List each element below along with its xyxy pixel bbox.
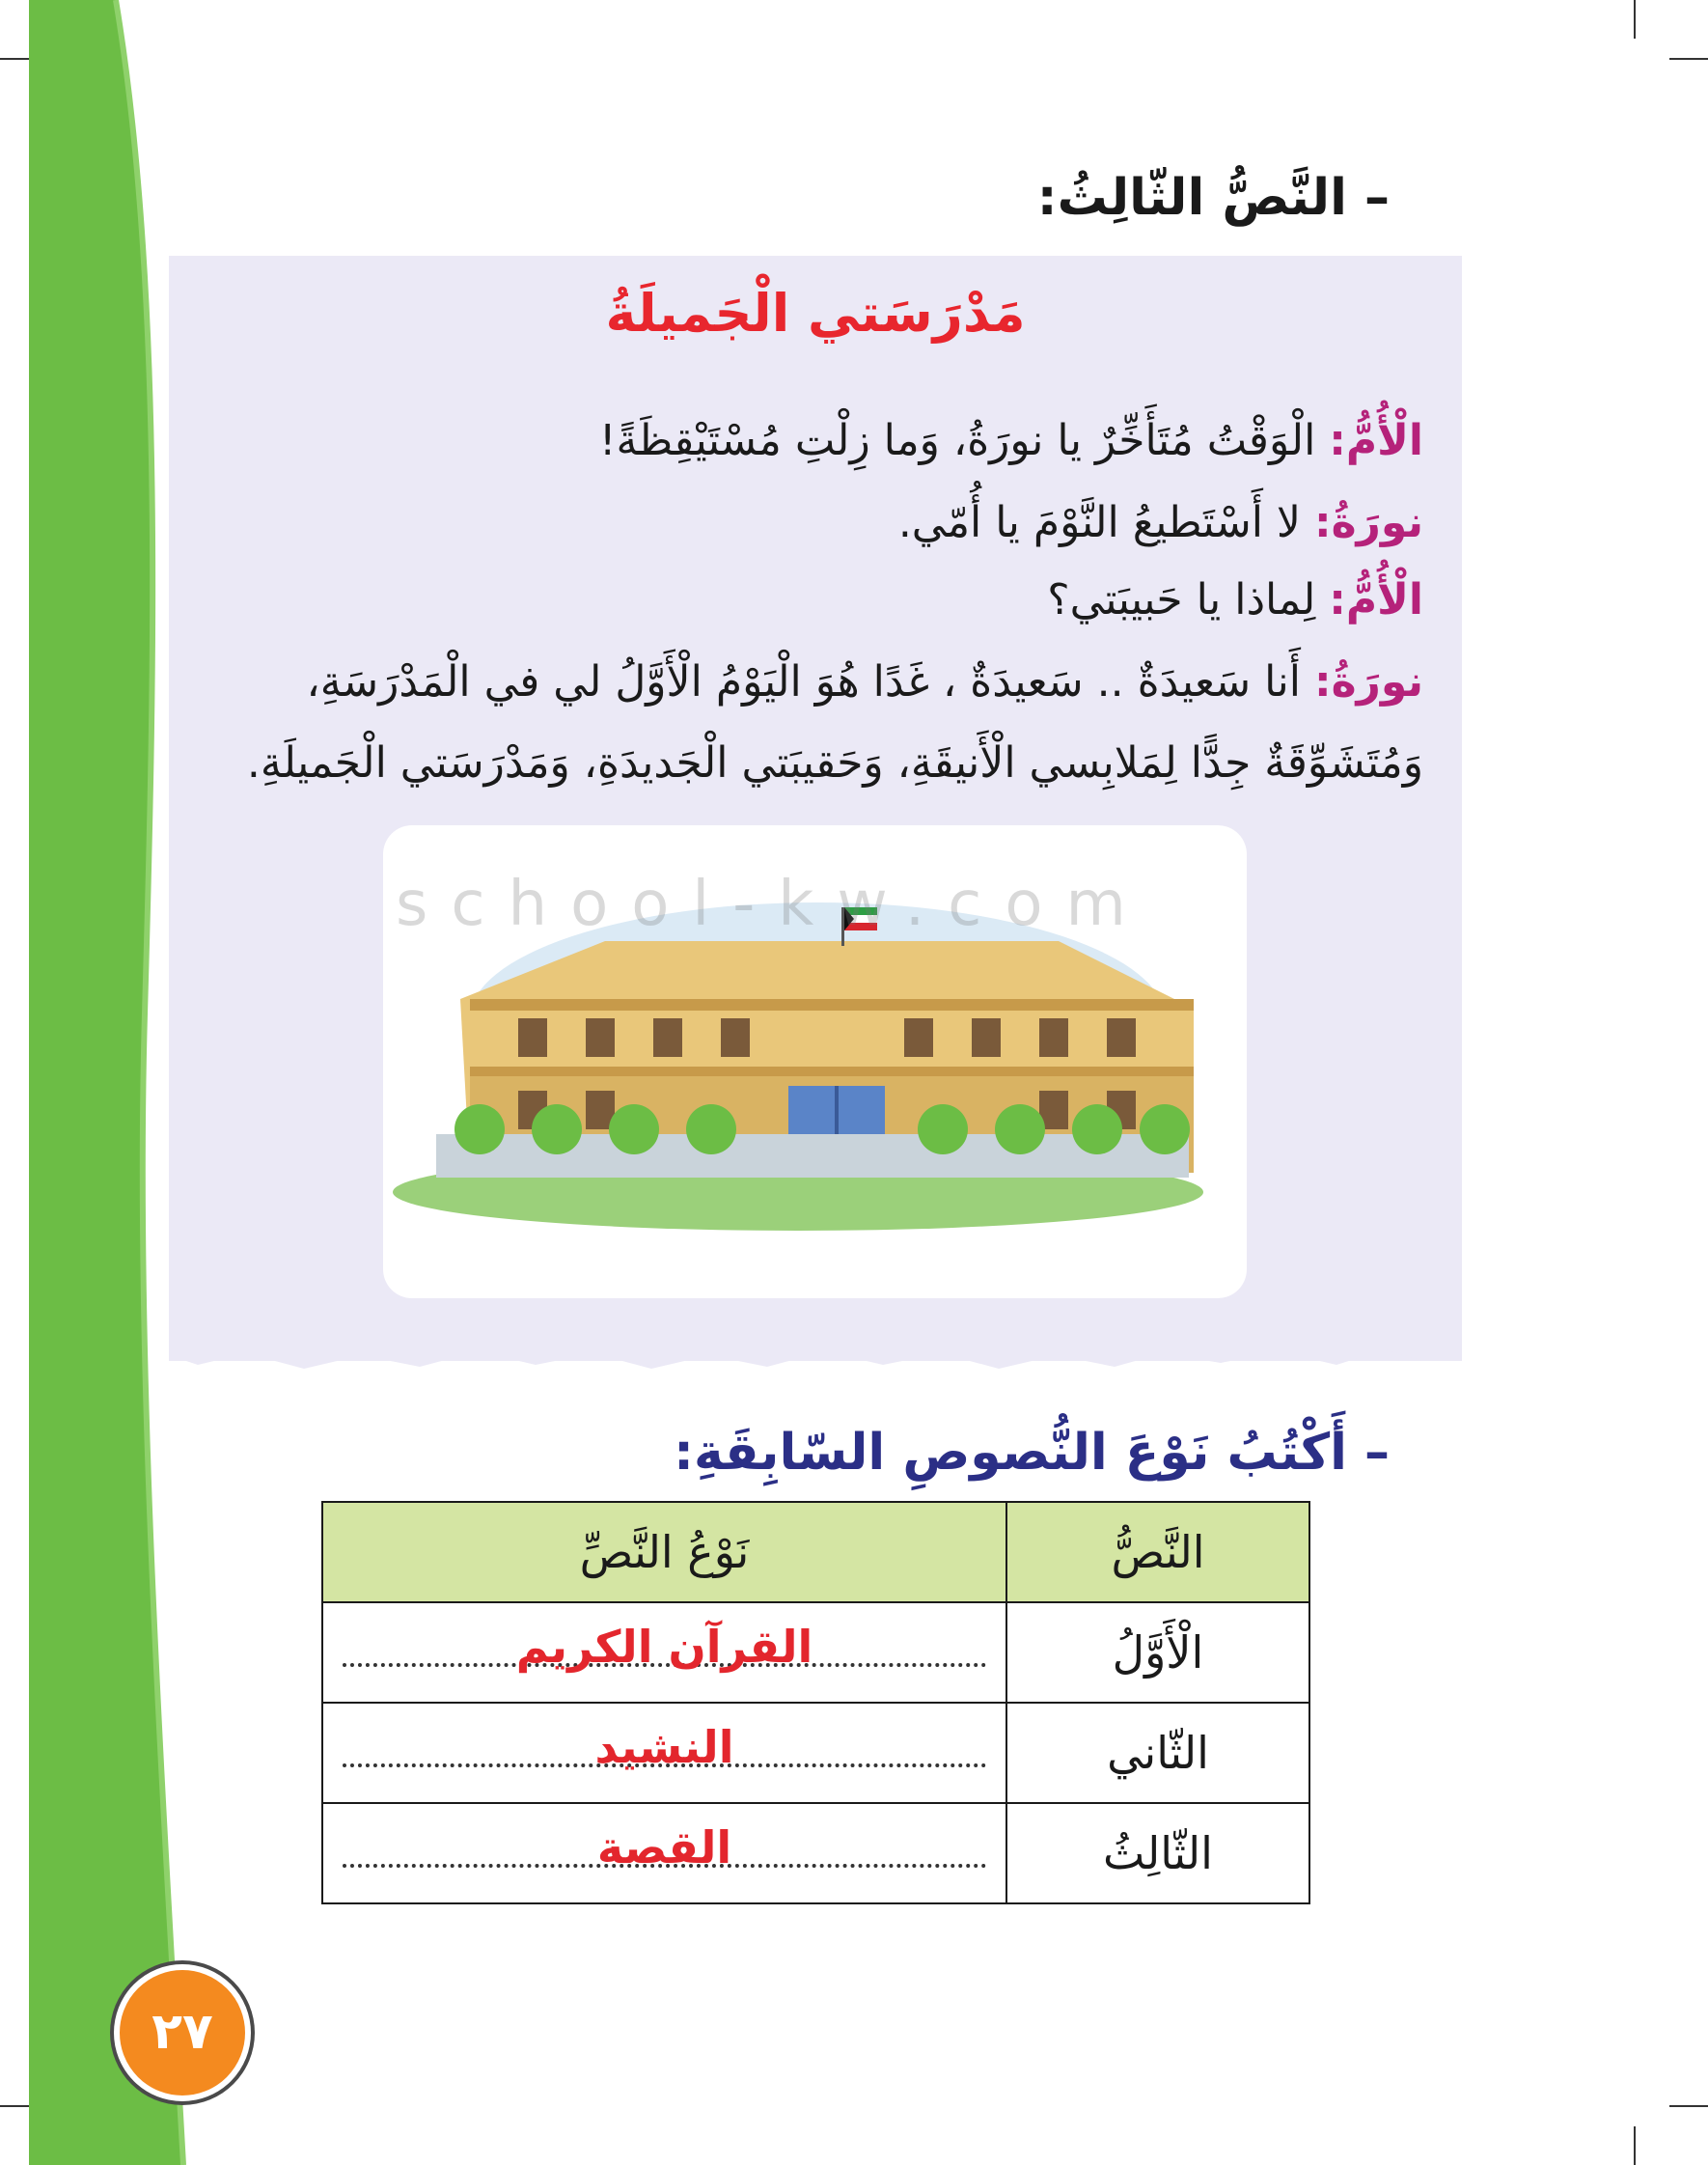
answer-cell[interactable] <box>322 1703 1006 1803</box>
speaker-label: الْأُمُّ: <box>1329 416 1423 465</box>
story-title: مَدْرَسَتي الْجَميلَةُ <box>605 283 1026 344</box>
crop-mark <box>1669 58 1708 60</box>
answer-text: القرآن الكريم <box>515 1621 813 1673</box>
crop-mark <box>1634 0 1636 39</box>
speaker-label: الْأُمُّ: <box>1329 575 1423 625</box>
story-panel <box>169 256 1462 1361</box>
speaker-label: نورَةُ: <box>1313 498 1423 547</box>
column-header-type: نَوْعُ النَّصِّ <box>322 1502 1006 1602</box>
speaker-label: نورَةُ: <box>1313 657 1423 707</box>
dialog-line <box>207 405 1423 477</box>
torn-paper-edge <box>169 1332 1462 1380</box>
table-header-row <box>322 1502 1309 1602</box>
section-heading: – النَّصُّ الثّالِثُ: <box>1036 169 1390 227</box>
row-text-label: الْأَوَّلُ <box>1006 1602 1309 1703</box>
dialog-text: لا أَسْتَطيعُ النَّوْمَ يا أُمّي. <box>897 498 1314 547</box>
answer-cell[interactable] <box>322 1803 1006 1903</box>
dialog-text: أَنا سَعيدَةٌ .. سَعيدَةٌ ، غَدًا هُوَ الْيَوْمُ الْأَوَّلُ لي في الْمَدْرَسَةِ، وَمُتَشَوِّقَةٌ جِدًّا لِمَلابِسي الْأَنيقَةِ، وَحَقيبَتي الْجَديدَةِ، وَمَدْرَسَتي الْجَميلَةِ. <box>246 657 1423 788</box>
page-number: ٢٧ <box>152 2003 213 2061</box>
page-number-badge <box>114 1964 251 2101</box>
table-row <box>322 1703 1309 1803</box>
answer-text: النشيد <box>594 1721 734 1773</box>
row-text-label: الثّالِثُ <box>1006 1803 1309 1903</box>
dialog-line <box>207 642 1423 804</box>
table-row <box>322 1602 1309 1703</box>
table-row <box>322 1803 1309 1903</box>
watermark-text: school-kw.com <box>396 869 1149 940</box>
dialog-text: لِماذا يا حَبيبَتي؟ <box>1047 575 1330 625</box>
crop-mark <box>1634 2126 1636 2165</box>
task-heading: – أَكْتُبُ نَوْعَ النُّصوصِ السّابِقَةِ: <box>674 1424 1390 1482</box>
answer-text: القصة <box>596 1821 732 1874</box>
text-types-table <box>321 1501 1310 1904</box>
dialog-text: الْوَقْتُ مُتَأَخِّرٌ يا نورَةُ، وَما زِلْتِ مُسْتَيْقِظَةً! <box>598 416 1330 465</box>
dialog-line <box>207 565 1423 636</box>
column-header-text: النَّصُّ <box>1006 1502 1309 1602</box>
answer-cell[interactable] <box>322 1602 1006 1703</box>
dialog-line <box>207 487 1423 559</box>
crop-mark <box>1669 2105 1708 2107</box>
row-text-label: الثّاني <box>1006 1703 1309 1803</box>
